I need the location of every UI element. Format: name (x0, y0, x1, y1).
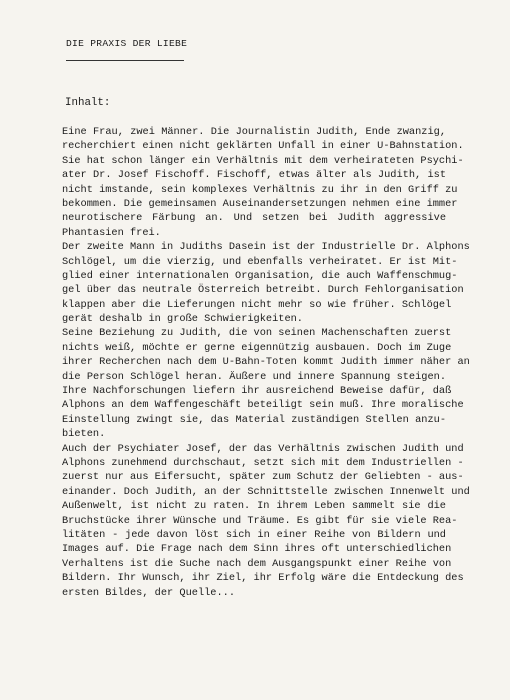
text-line: Einstellung zwingt sie, das Material zuständigen Stellen anzu- (62, 413, 446, 426)
document-title: DIE PRAXIS DER LIEBE (66, 38, 188, 49)
text-line: Verhaltens ist die Suche nach dem Ausgangspunkt einer Reihe von (62, 557, 452, 570)
text-line: nichts weiß, möchte er gerne eigennützig ausbauen. Doch im Zuge (62, 341, 452, 354)
text-line: Bruchstücke ihrer Wünsche und Träume. Es gibt für sie viele Rea- (62, 514, 458, 527)
text-line: bieten. (62, 428, 106, 441)
text-line: bekommen. Die gemeinsamen Auseinandersetzungen nehmen eine immer (62, 197, 458, 210)
text-line: Sie hat schon länger ein Verhältnis mit dem verheirateten Psychi- (62, 154, 464, 167)
text-line: Seine Beziehung zu Judith, die von seinen Machenschaften zuerst (62, 327, 452, 340)
section-label: Inhalt: (65, 97, 111, 109)
text-line: Außenwelt, ist nicht zu raten. In ihrem Leben sammelt sie die (62, 500, 446, 513)
text-line: klappen aber die Lieferungen nicht mehr so wie früher. Schlögel (62, 298, 452, 311)
text-line: Bildern. Ihr Wunsch, ihr Ziel, ihr Erfolg wäre die Entdeckung des (62, 572, 464, 585)
text-line: Der zweite Mann in Judiths Dasein ist der Industrielle Dr. Alphons (62, 241, 470, 254)
synopsis-body (62, 125, 470, 600)
text-line: die Person Schlögel heran. Äußere und innere Spannung steigen. (62, 370, 446, 383)
text-line: ersten Bildes, der Quelle... (62, 586, 236, 599)
text-line: gerät deshalb in große Schwierigkeiten. (62, 313, 303, 326)
text-line: ater Dr. Josef Fischoff. Fischoff, etwas älter als Judith, ist (62, 169, 446, 182)
text-line: Auch der Psychiater Josef, der das Verhältnis zwischen Judith und (62, 442, 464, 455)
text-line: Phantasien frei. (62, 226, 161, 239)
text-line: zuerst nur aus Eifersucht, später zum Schutz der Geliebten - aus- (62, 471, 464, 484)
text-line: neurotischere Färbung an. Und setzen bei Judith aggressive (62, 212, 446, 225)
title-underline (66, 60, 184, 61)
text-line: ihrer Recherchen nach dem U-Bahn-Toten kommt Judith immer näher an (62, 356, 470, 369)
text-line: einander. Doch Judith, an der Schnittstelle zwischen Innenwelt und (62, 485, 470, 498)
text-line: glied einer internationalen Organisation, die auch Waffenschmug- (62, 269, 458, 282)
text-line: Schlögel, um die vierzig, und ebenfalls verheiratet. Er ist Mit- (62, 255, 458, 268)
text-line: Ihre Nachforschungen liefern ihr ausreichend Beweise dafür, daß (62, 385, 452, 398)
text-line: Alphons an dem Waffengeschäft beteiligt sein muß. Ihre moralische (62, 399, 464, 412)
text-line: Eine Frau, zwei Männer. Die Journalistin Judith, Ende zwanzig, (62, 126, 446, 138)
text-line: nicht imstande, sein komplexes Verhältnis zu ihr in den Griff zu (62, 183, 458, 196)
text-line: gel über das neutrale Österreich betreibt. Durch Fehlorganisation (62, 284, 464, 297)
text-line: recherchiert einen nicht geklärten Unfall in einer U-Bahnstation. (62, 140, 464, 153)
text-line: Images auf. Die Frage nach dem Sinn ihres oft unterschiedlichen (62, 543, 452, 556)
text-line: litäten - jede davon löst sich in einer Reihe von Bildern und (62, 528, 446, 541)
text-line: Alphons zunehmend durchschaut, setzt sich mit dem Industriellen - (62, 456, 464, 469)
